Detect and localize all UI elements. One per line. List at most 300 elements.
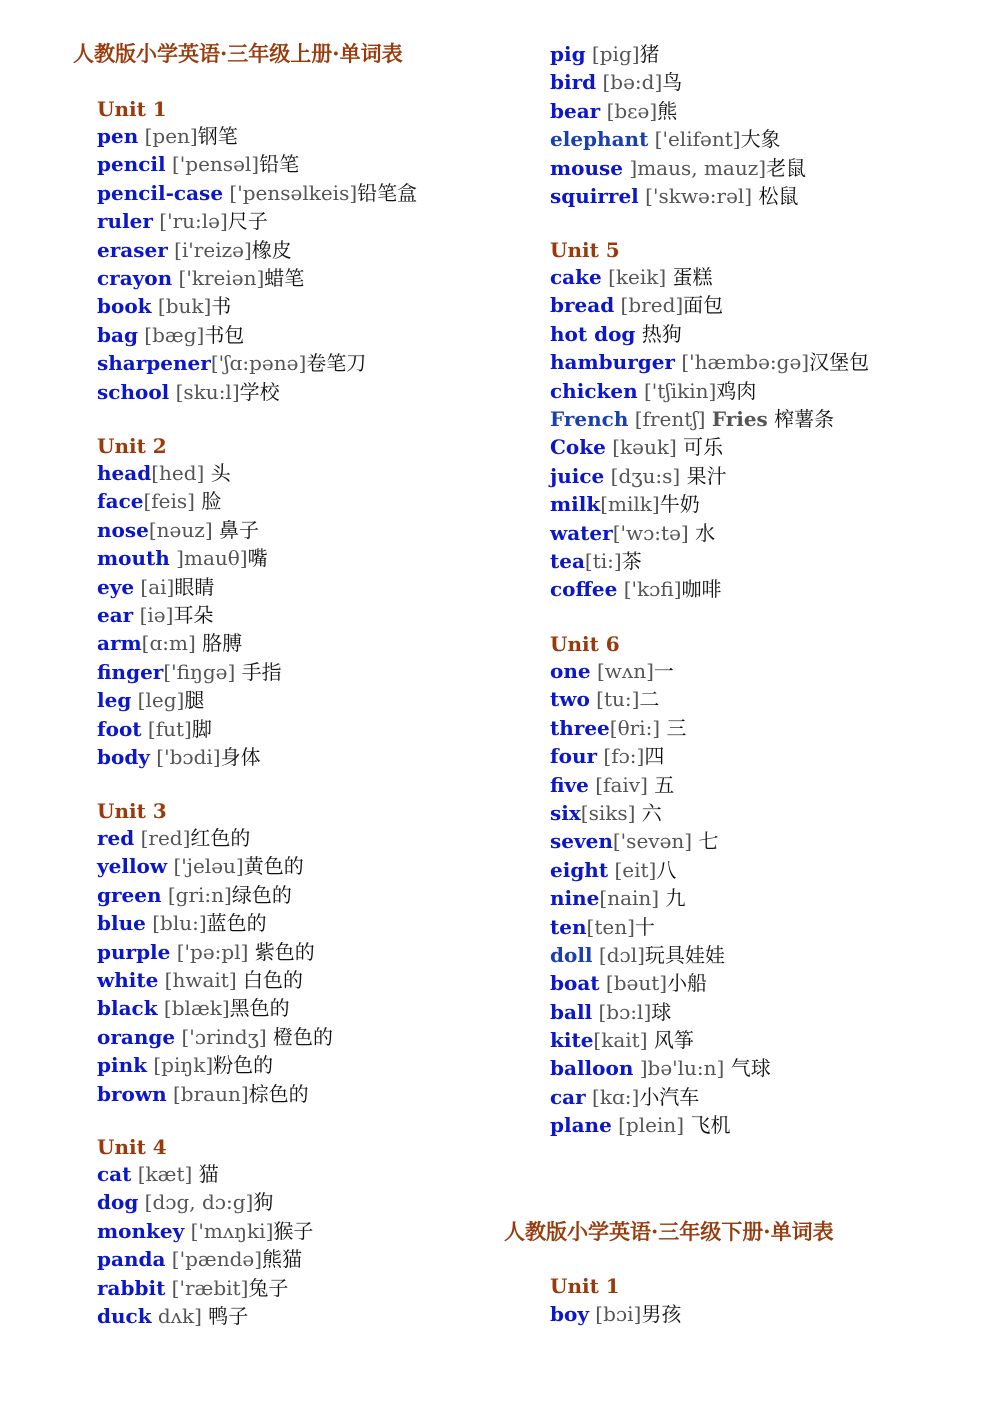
word-phonetic: [bə:d] [596, 70, 663, 95]
word-english: doll [550, 942, 593, 967]
word-phonetic: [bɔi] [588, 1302, 642, 1326]
word-english: milk [550, 492, 601, 517]
word-chinese: 白色的 [236, 967, 304, 992]
word-phonetic: [tu:] [589, 687, 640, 712]
word-english: pencil-case [97, 180, 224, 205]
word-entry [97, 378, 417, 406]
word-chinese: 牛奶 [659, 492, 700, 517]
word-phonetic: [fut] [141, 716, 192, 741]
word-chinese: 黄色的 [243, 854, 304, 879]
word-phonetic: [bεə] [600, 98, 658, 123]
word-english: orange [97, 1024, 176, 1049]
word-english: bag [97, 322, 138, 347]
word-phonetic: [plein] [611, 1113, 685, 1138]
word-phonetic: ['ʃɑ:pənə] [210, 351, 307, 376]
word-english: bear [550, 98, 601, 123]
unit-heading-b1u2: Unit 2 [97, 434, 167, 458]
word-entry [550, 154, 806, 182]
word-phonetic: [kæt] [131, 1162, 193, 1186]
word-chinese: 学校 [239, 379, 280, 404]
word-chinese: 绿色的 [231, 882, 292, 907]
word-entry [97, 824, 333, 852]
word-english: kite [550, 1028, 594, 1053]
word-english: ear [97, 602, 134, 627]
word-entry [550, 68, 806, 96]
word-entry [550, 575, 869, 603]
word-phonetic: ['wɔ:tə] [612, 520, 689, 545]
word-entry [97, 909, 333, 937]
word-chinese: 六 [635, 800, 662, 825]
word-english: book [97, 294, 152, 319]
word-english: three [550, 715, 610, 740]
word-entry [97, 292, 417, 320]
word-phonetic: ['bɔdi] [149, 744, 221, 769]
word-english: duck [97, 1303, 152, 1328]
unit-heading-b2u1: Unit 1 [550, 1274, 620, 1298]
word-english: blue [97, 911, 146, 936]
word-list [550, 263, 869, 604]
word-english: water [550, 520, 613, 545]
word-chinese: 玩具娃娃 [644, 942, 725, 967]
word-english: elephant [550, 127, 649, 152]
word-chinese: 钢笔 [197, 124, 238, 148]
word-english: boy [550, 1302, 589, 1326]
unit-heading-b1u1: Unit 1 [97, 97, 167, 121]
book2-title: 人教版小学英语·三年级下册·单词表 [504, 1219, 834, 1244]
word-chinese: 咖啡 [681, 577, 722, 602]
word-chinese: 小汽车 [639, 1084, 700, 1109]
word-entry [97, 1274, 313, 1302]
word-entry [97, 658, 282, 686]
word-chinese: 铅笔 [259, 152, 300, 177]
word-english: French [550, 406, 629, 431]
word-english: rabbit [97, 1275, 166, 1300]
word-chinese: 紫色的 [248, 939, 315, 964]
word-phonetic: [dɔg, dɔ:g] [138, 1190, 254, 1215]
word-phonetic: ['sevən] [612, 829, 693, 854]
word-entry [550, 941, 771, 969]
word-english: Coke [550, 435, 606, 460]
word-chinese: 五 [647, 772, 675, 797]
word-entry [97, 459, 282, 487]
word-phonetic: [hed] [151, 461, 205, 485]
word-entry [550, 405, 869, 433]
word-chinese: 一 [653, 659, 674, 683]
word-chinese: 大象 [740, 127, 781, 152]
word-english: chicken [550, 378, 638, 403]
word-entry [550, 377, 869, 405]
word-entry [97, 179, 417, 207]
word-english: cake [550, 265, 602, 289]
word-entry [550, 969, 771, 997]
word-entry [97, 966, 333, 994]
word-entry [550, 320, 869, 348]
word-english: hot dog [550, 321, 636, 346]
word-entry [550, 1083, 771, 1111]
word-list [97, 1160, 313, 1330]
word-phonetic: ['jeləu] [167, 854, 244, 879]
word-english: squirrel [550, 183, 639, 208]
word-entry [550, 827, 771, 855]
word-english: bird [550, 70, 597, 95]
word-phonetic: ['ɔrindʒ] [175, 1024, 267, 1049]
word-entry [550, 771, 771, 799]
word-chinese: 气球 [724, 1056, 771, 1081]
word-chinese: 熊 [657, 98, 678, 123]
word-entry [550, 884, 771, 912]
word-entry [97, 487, 282, 515]
word-entry [550, 433, 869, 461]
word-entry [97, 1023, 333, 1051]
word-english: pen [97, 124, 139, 148]
word-phonetic: [kəuk] [605, 435, 677, 460]
word-phonetic: ['fiŋgə] [163, 659, 236, 684]
word-phonetic: ]mauθ] [169, 546, 248, 571]
word-chinese: 橡皮 [251, 237, 292, 262]
word-chinese: 身体 [220, 744, 261, 769]
word-english: hamburger [550, 350, 675, 375]
word-english: seven [550, 829, 613, 854]
word-chinese: 耳朵 [173, 602, 214, 627]
word-chinese: 热狗 [635, 321, 682, 346]
word-entry [550, 182, 806, 210]
word-chinese: 头 [204, 461, 231, 485]
word-english: finger [97, 659, 164, 684]
word-english: bread [550, 293, 615, 318]
word-english: ten [550, 914, 587, 939]
word-list [97, 824, 333, 1108]
word-chinese: 球 [651, 999, 672, 1024]
word-chinese: 粉色的 [213, 1053, 274, 1078]
word-entry [97, 1188, 313, 1216]
word-english: head [97, 461, 152, 485]
word-phonetic: [ɑ:m] [141, 631, 196, 656]
unit-heading-b1u3: Unit 3 [97, 799, 167, 823]
word-entry [97, 1051, 333, 1079]
word-chinese: 眼睛 [174, 574, 215, 599]
word-english-part2: Fries [711, 406, 768, 431]
word-entry [97, 122, 417, 150]
word-english: plane [550, 1113, 612, 1138]
word-entry [97, 601, 282, 629]
word-chinese: 二 [639, 687, 660, 712]
word-chinese: 猪 [639, 42, 660, 66]
word-entry [97, 743, 282, 771]
word-entry [97, 573, 282, 601]
word-entry [550, 998, 771, 1026]
word-phonetic: [dʒu:s] [604, 463, 681, 488]
word-phonetic: [blu:] [145, 911, 207, 936]
word-phonetic: [gri:n] [161, 882, 232, 907]
word-chinese: 猴子 [273, 1218, 314, 1243]
word-phonetic: ['ræbit] [165, 1275, 249, 1300]
word-phonetic: [pig] [585, 42, 640, 66]
word-chinese: 胳膊 [195, 631, 243, 656]
word-english: eraser [97, 237, 168, 262]
word-chinese: 黑色的 [229, 996, 290, 1021]
word-chinese: 十 [634, 914, 655, 939]
word-phonetic: [bred] [614, 293, 684, 318]
word-english: mouth [97, 546, 170, 571]
word-chinese: 脸 [194, 489, 222, 514]
word-english: eight [550, 857, 609, 882]
word-chinese: 棕色的 [248, 1081, 309, 1106]
word-chinese: 九 [659, 886, 686, 911]
word-phonetic: ['mʌŋki] [184, 1218, 274, 1243]
word-entry [97, 1080, 333, 1108]
word-english: face [97, 489, 144, 514]
word-chinese: 三 [660, 715, 687, 740]
word-english: coffee [550, 577, 618, 602]
word-phonetic: [ti:] [584, 548, 622, 573]
word-chinese: 鼻子 [212, 517, 259, 542]
word-chinese: 松鼠 [752, 183, 799, 208]
word-list [550, 1300, 681, 1328]
word-entry [550, 125, 806, 153]
word-chinese: 果汁 [680, 463, 727, 488]
word-phonetic: [milk] [600, 492, 660, 517]
word-chinese: 鸭子 [201, 1303, 249, 1328]
word-entry [97, 207, 417, 235]
word-entry [550, 714, 771, 742]
word-chinese: 蜡笔 [264, 265, 305, 290]
word-english: juice [550, 463, 605, 488]
word-entry [97, 629, 282, 657]
word-phonetic: ['kreiən] [172, 265, 265, 290]
word-entry [97, 1160, 313, 1188]
word-chinese: 四 [644, 744, 665, 769]
word-english: cat [97, 1162, 132, 1186]
word-english: mouse [550, 155, 624, 180]
word-phonetic: [nəuz] [148, 517, 213, 542]
word-phonetic: ['pensəl] [165, 152, 260, 177]
word-entry [97, 544, 282, 572]
word-entry [550, 348, 869, 376]
word-entry [97, 321, 417, 349]
word-phonetic: ['kɔfi] [617, 577, 682, 602]
word-phonetic: [siks] [580, 800, 636, 825]
word-chinese: 可乐 [676, 435, 724, 460]
word-phonetic: [bəut] [599, 971, 668, 996]
word-entry [97, 715, 282, 743]
word-english: five [550, 772, 589, 797]
word-phonetic: [sku:l] [169, 379, 240, 404]
word-english: school [97, 379, 170, 404]
word-chinese: 七 [692, 829, 719, 854]
word-chinese: 男孩 [641, 1302, 682, 1326]
word-chinese: 狗 [253, 1190, 274, 1215]
word-phonetic: [piŋk] [146, 1053, 214, 1078]
unit-heading-b1u6: Unit 6 [550, 632, 620, 656]
word-phonetic: [braun] [166, 1081, 249, 1106]
book1-title: 人教版小学英语·三年级上册·单词表 [73, 41, 403, 66]
word-chinese: 鸟 [662, 70, 683, 95]
word-phonetic: [dɔl] [592, 942, 645, 967]
word-entry [97, 236, 417, 264]
word-english: tea [550, 548, 585, 573]
word-phonetic: [ten] [586, 914, 635, 939]
word-entry [97, 938, 333, 966]
word-english: nine [550, 886, 600, 911]
word-entry [97, 1245, 313, 1273]
word-chinese: 蓝色的 [206, 911, 267, 936]
word-phonetic: [iə] [133, 602, 174, 627]
word-english: pig [550, 42, 586, 66]
word-english: panda [97, 1247, 166, 1272]
word-english: yellow [97, 854, 168, 879]
word-chinese: 兔子 [248, 1275, 289, 1300]
word-english: monkey [97, 1218, 185, 1243]
word-entry [550, 799, 771, 827]
word-chinese: 熊猫 [262, 1247, 303, 1272]
word-entry [550, 490, 869, 518]
word-entry [550, 1054, 771, 1082]
word-english: car [550, 1084, 586, 1109]
word-entry [97, 1302, 313, 1330]
word-phonetic: [feis] [143, 489, 195, 514]
word-entry [550, 291, 869, 319]
unit-heading-b1u5: Unit 5 [550, 238, 620, 262]
word-phonetic: [eit] [608, 857, 657, 882]
word-chinese: 茶 [621, 548, 642, 573]
word-phonetic: [θri:] [609, 715, 661, 740]
word-entry [97, 516, 282, 544]
word-phonetic: [leg] [131, 688, 185, 713]
word-phonetic: [kait] [593, 1028, 648, 1053]
word-english: body [97, 744, 150, 769]
word-english: balloon [550, 1056, 634, 1081]
word-english: eye [97, 574, 135, 599]
word-phonetic: [hwait] [158, 967, 237, 992]
word-chinese: 铅笔盒 [357, 180, 418, 205]
word-chinese: 汉堡包 [809, 350, 870, 375]
word-phonetic: [pen] [138, 124, 198, 148]
word-list [97, 459, 282, 771]
word-english: four [550, 744, 598, 769]
word-entry [550, 519, 869, 547]
word-entry [550, 40, 806, 68]
word-english: sharpener [97, 351, 211, 376]
unit-heading-b1u4: Unit 4 [97, 1135, 167, 1159]
word-english: black [97, 996, 158, 1021]
word-entry [97, 994, 333, 1022]
word-phonetic: ['hæmbə:gə] [674, 350, 810, 375]
word-chinese: 脚 [191, 716, 212, 741]
word-phonetic: [nain] [599, 886, 660, 911]
word-english: ball [550, 999, 593, 1024]
word-phonetic: [wʌn] [590, 659, 654, 683]
word-english: pink [97, 1053, 147, 1078]
word-chinese: 面包 [683, 293, 724, 318]
word-phonetic: [blæk] [157, 996, 230, 1021]
word-entry [97, 150, 417, 178]
word-phonetic: ['ru:lə] [152, 209, 228, 234]
word-english: arm [97, 631, 142, 656]
word-entry [550, 685, 771, 713]
word-chinese: 腿 [184, 688, 205, 713]
word-phonetic: [frentʃ] [628, 406, 712, 431]
word-phonetic: [i'reizə] [167, 237, 252, 262]
word-english: pencil [97, 152, 166, 177]
word-chinese: 猫 [192, 1162, 219, 1186]
word-phonetic: ['pændə] [165, 1247, 263, 1272]
word-english: red [97, 826, 135, 850]
word-entry [97, 852, 333, 880]
word-chinese: 红色的 [190, 826, 251, 850]
word-english: six [550, 800, 581, 825]
word-entry [97, 264, 417, 292]
word-list [550, 40, 806, 210]
word-phonetic: ['tʃikin] [637, 378, 717, 403]
word-phonetic: [ai] [134, 574, 175, 599]
word-chinese: 榨薯条 [767, 406, 835, 431]
word-entry [550, 263, 869, 291]
word-phonetic: ]bə'lu:n] [633, 1056, 725, 1081]
word-entry [550, 1111, 771, 1139]
word-english: boat [550, 971, 600, 996]
word-chinese: 老鼠 [766, 155, 807, 180]
word-english: crayon [97, 265, 173, 290]
word-phonetic: [bɔ:l] [592, 999, 652, 1024]
word-chinese: 蛋糕 [666, 265, 713, 289]
word-phonetic: ['elifənt] [648, 127, 741, 152]
word-english: green [97, 882, 162, 907]
word-english: leg [97, 688, 132, 713]
word-english: nose [97, 517, 149, 542]
word-phonetic: ['skwə:rəl] [638, 183, 753, 208]
word-phonetic: [faiv] [588, 772, 648, 797]
word-entry [97, 686, 282, 714]
word-english: one [550, 659, 591, 683]
word-chinese: 八 [656, 857, 677, 882]
word-phonetic: dʌk] [151, 1303, 202, 1328]
word-phonetic: [red] [134, 826, 191, 850]
word-entry [550, 1026, 771, 1054]
word-entry [550, 97, 806, 125]
word-phonetic: [kɑ:] [585, 1084, 640, 1109]
word-english: white [97, 967, 159, 992]
word-chinese: 卷笔刀 [306, 351, 367, 376]
word-list [550, 657, 771, 1140]
word-chinese: 水 [688, 520, 716, 545]
word-list [97, 122, 417, 406]
word-chinese: 橙色的 [266, 1024, 334, 1049]
word-english: brown [97, 1081, 167, 1106]
word-english: dog [97, 1190, 139, 1215]
word-chinese: 嘴 [247, 546, 268, 571]
word-entry [550, 547, 869, 575]
word-entry [97, 1217, 313, 1245]
word-chinese: 书 [211, 294, 232, 319]
word-chinese: 书包 [204, 322, 245, 347]
word-entry [550, 913, 771, 941]
word-entry [550, 657, 771, 685]
word-phonetic: [keik] [601, 265, 667, 289]
word-phonetic: ['pensəlkeis] [223, 180, 358, 205]
word-phonetic: [fɔ:] [597, 744, 645, 769]
word-chinese: 鸡肉 [716, 378, 757, 403]
word-english: purple [97, 939, 171, 964]
word-phonetic: [bæg] [137, 322, 205, 347]
word-chinese: 小船 [667, 971, 708, 996]
word-phonetic: ['pə:pl] [170, 939, 249, 964]
word-entry [97, 881, 333, 909]
word-entry [550, 1300, 681, 1328]
word-entry [97, 349, 417, 377]
word-chinese: 飞机 [684, 1113, 731, 1138]
word-entry [550, 742, 771, 770]
word-chinese: 风筝 [647, 1028, 694, 1053]
